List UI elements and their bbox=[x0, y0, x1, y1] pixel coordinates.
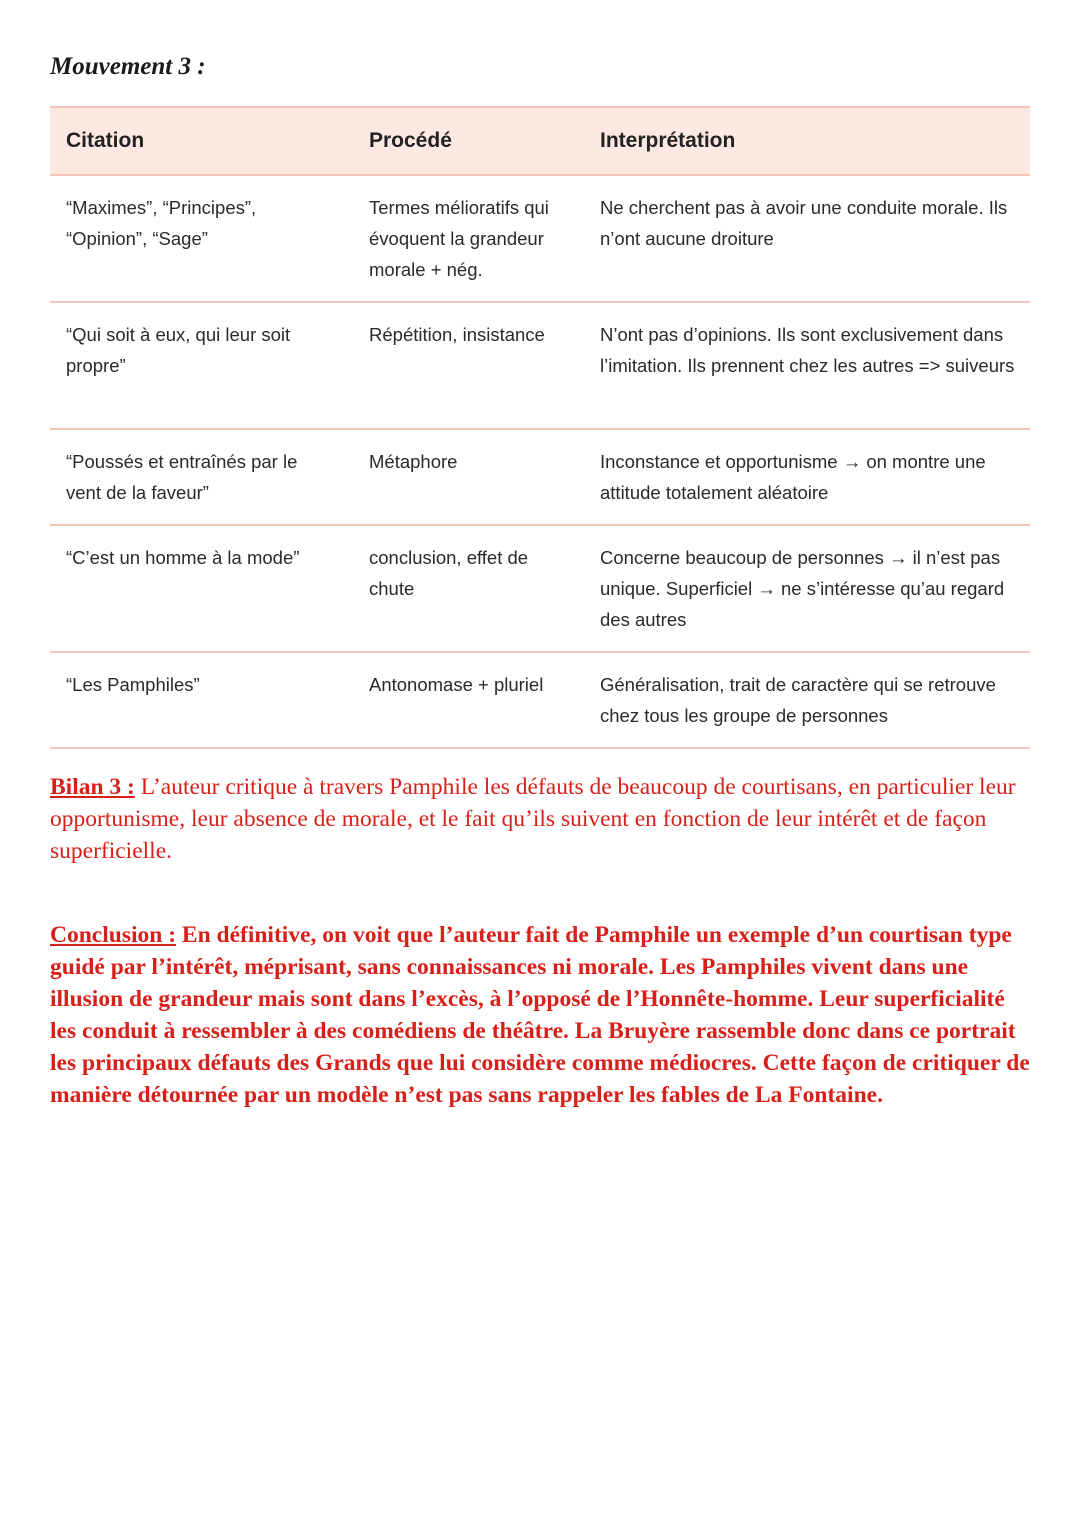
conclusion-paragraph bbox=[50, 919, 1030, 1111]
conclusion-label: Conclusion : bbox=[50, 922, 177, 948]
column-header-citation: Citation bbox=[50, 107, 353, 175]
cell-citation: “Les Pamphiles” bbox=[50, 652, 353, 748]
cell-citation: “C’est un homme à la mode” bbox=[50, 525, 353, 652]
cell-interpretation: Inconstance et opportunisme → on montre une attitude totalement aléatoire bbox=[584, 429, 1030, 525]
cell-citation: “Maximes”, “Principes”, “Opinion”, “Sage” bbox=[50, 175, 353, 302]
bilan-paragraph bbox=[50, 771, 1030, 867]
cell-citation: “Qui soit à eux, qui leur soit propre” bbox=[50, 302, 353, 429]
table-row bbox=[50, 302, 1030, 429]
cell-interpretation: Généralisation, trait de caractère qui se retrouve chez tous les groupe de personnes bbox=[584, 652, 1030, 748]
cell-interpretation: Concerne beaucoup de personnes → il n’est pas unique. Superficiel → ne s’intéresse qu’au regard des autres bbox=[584, 525, 1030, 652]
column-header-procede: Procédé bbox=[353, 107, 584, 175]
cell-citation: “Poussés et entraînés par le vent de la faveur” bbox=[50, 429, 353, 525]
cell-procede: Métaphore bbox=[353, 429, 584, 525]
bilan-text: L’auteur critique à travers Pamphile les défauts de beaucoup de courtisans, en particulier leur opportunisme, leur absence de morale, et le fait qu’ils suivent en fonction de leur intérêt et de façon superficielle. bbox=[50, 774, 1016, 864]
table-row bbox=[50, 175, 1030, 302]
conclusion-text: En définitive, on voit que l’auteur fait de Pamphile un exemple d’un courtisan type guidé par l’intérêt, méprisant, sans connaissances ni morale. Les Pamphiles vivent dans une illusion de grandeur mais sont dans l’excès, à l’opposé de l’Honnête-homme. Leur superficialité les conduit à ressembler à des comédiens de théâtre. La Bruyère rassemble donc dans ce portrait les principaux défauts des Grands que lui considère comme médiocres. Cette façon de critiquer de manière détournée par un modèle n’est pas sans rappeler les fables de La Fontaine. bbox=[50, 922, 1030, 1108]
section-title: Mouvement 3 : bbox=[50, 53, 206, 80]
cell-interpretation: Ne cherchent pas à avoir une conduite morale. Ils n’ont aucune droiture bbox=[584, 175, 1030, 302]
table-row bbox=[50, 429, 1030, 525]
cell-procede: Antonomase + pluriel bbox=[353, 652, 584, 748]
analysis-table bbox=[50, 106, 1030, 749]
table-header-row bbox=[50, 107, 1030, 175]
cell-procede: conclusion, effet de chute bbox=[353, 525, 584, 652]
table-row bbox=[50, 652, 1030, 748]
cell-procede: Répétition, insistance bbox=[353, 302, 584, 429]
column-header-interpretation: Interprétation bbox=[584, 107, 1030, 175]
document-page bbox=[50, 50, 1030, 1111]
cell-procede: Termes mélioratifs qui évoquent la grandeur morale + nég. bbox=[353, 175, 584, 302]
cell-interpretation: N’ont pas d’opinions. Ils sont exclusivement dans l’imitation. Ils prennent chez les autres => suiveurs bbox=[584, 302, 1030, 429]
table-row bbox=[50, 525, 1030, 652]
bilan-label: Bilan 3 : bbox=[50, 774, 135, 800]
